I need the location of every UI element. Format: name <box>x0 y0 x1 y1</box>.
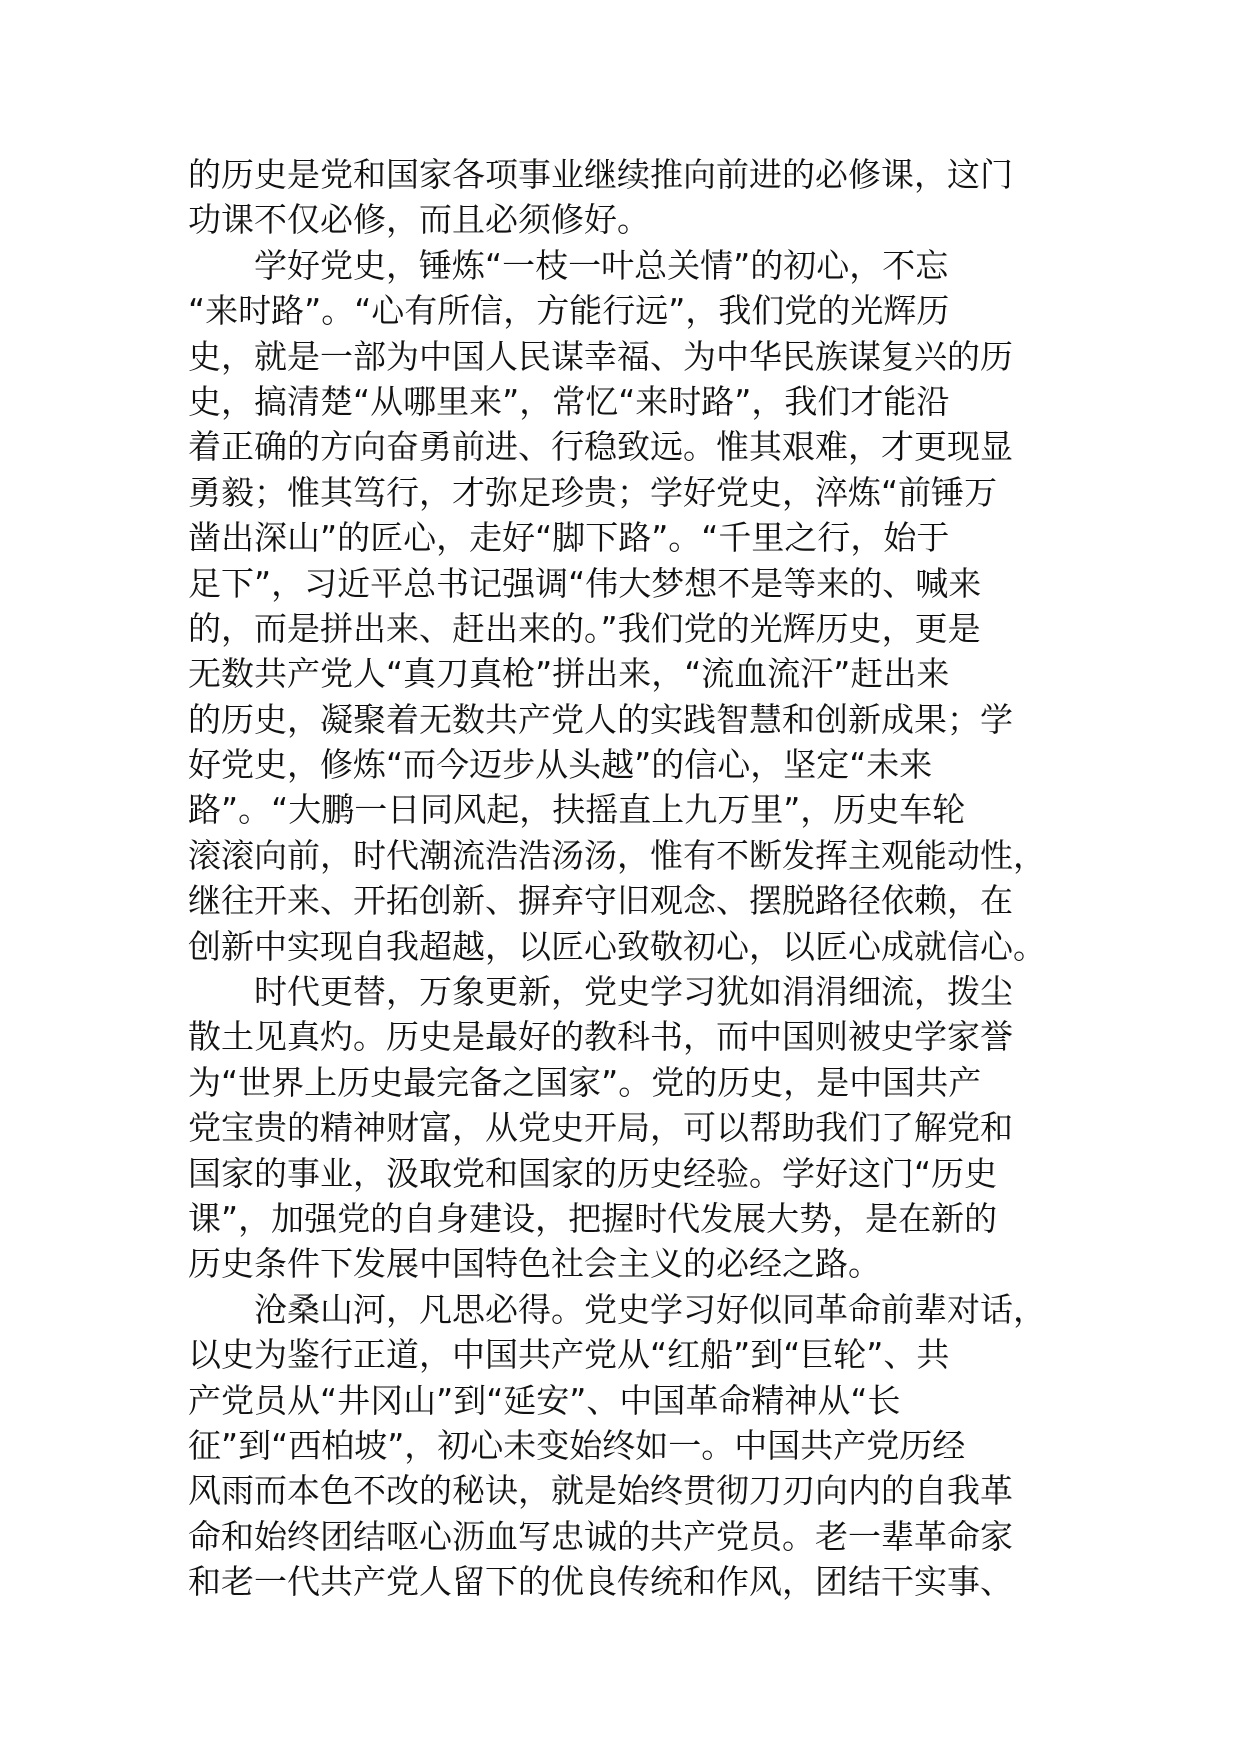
text-line: 历史条件下发展中国特色社会主义的必经之路。 <box>188 1244 881 1284</box>
text-line: 好党史，修炼“而今迈步从头越”的信心，坚定“未来 <box>188 745 933 785</box>
text-line: 着正确的方向奋勇前进、行稳致远。惟其艰难，才更现显 <box>188 427 1013 467</box>
text-line: 创新中实现自我超越，以匠心致敬初心，以匠心成就信心。 <box>188 926 1046 966</box>
text-line: 路”。“大鹏一日同风起，扶摇直上九万里”，历史车轮 <box>188 790 966 830</box>
text-line: 足下”，习近平总书记强调“伟大梦想不是等来的、喊来 <box>188 563 982 603</box>
text-line: 史，搞清楚“从哪里来”，常忆“来时路”，我们才能沿 <box>188 381 950 421</box>
paragraph-first-line: 沧桑山河，凡思必得。党史学习好似同革命前辈对话， <box>254 1289 1046 1329</box>
text-line: 滚滚向前，时代潮流浩浩汤汤，惟有不断发挥主观能动性， <box>188 835 1046 875</box>
text-line: 以史为鉴行正道，中国共产党从“红船”到“巨轮”、共 <box>188 1335 950 1375</box>
text-line: 勇毅；惟其笃行，才弥足珍贵；学好党史，淬炼“前锤万 <box>188 472 998 512</box>
text-line: 功课不仅必修，而且必须修好。 <box>188 200 650 240</box>
text-line: 散土见真灼。历史是最好的教科书，而中国则被史学家誉 <box>188 1017 1013 1057</box>
text-line: 国家的事业，汲取党和国家的历史经验。学好这门“历史 <box>188 1153 998 1193</box>
text-line: 和老一代共产党人留下的优良传统和作风，团结干实事、 <box>188 1562 1013 1602</box>
text-line: 无数共产党人“真刀真枪”拼出来，“流血流汗”赶出来 <box>188 654 950 694</box>
paragraph-first-line: 时代更替，万象更新，党史学习犹如涓涓细流，拨尘 <box>254 972 1013 1012</box>
text-line: 凿出深山”的匠心，走好“脚下路”。“千里之行，始于 <box>188 518 950 558</box>
text-line: 课”，加强党的自身建设，把握时代发展大势，是在新的 <box>188 1198 998 1238</box>
text-line: 的历史是党和国家各项事业继续推向前进的必修课，这门 <box>188 155 1013 194</box>
document-body <box>188 152 1058 1605</box>
text-line: 风雨而本色不改的秘诀，就是始终贯彻刀刃向内的自我革 <box>188 1471 1013 1511</box>
text-line: 命和始终团结呕心沥血写忠诚的共产党员。老一辈革命家 <box>188 1516 1013 1556</box>
text-line: 为“世界上历史最完备之国家”。党的历史，是中国共产 <box>188 1062 982 1102</box>
text-line: 征”到“西柏坡”，初心未变始终如一。中国共产党历经 <box>188 1425 966 1465</box>
text-line: “来时路”。“心有所信，方能行远”，我们党的光辉历 <box>188 291 950 331</box>
text-line: 史，就是一部为中国人民谋幸福、为中华民族谋复兴的历 <box>188 336 1013 376</box>
text-line: 产党员从“井冈山”到“延安”、中国革命精神从“长 <box>188 1380 901 1420</box>
text-line: 的历史，凝聚着无数共产党人的实践智慧和创新成果；学 <box>188 699 1013 739</box>
text-line: 党宝贵的精神财富，从党史开局，可以帮助我们了解党和 <box>188 1108 1013 1148</box>
text-line: 的，而是拼出来、赶出来的。”我们党的光辉历史，更是 <box>188 608 981 648</box>
text-line: 继往开来、开拓创新、摒弃守旧观念、摆脱路径依赖，在 <box>188 881 1013 921</box>
paragraph-first-line: 学好党史，锤炼“一枝一叶总关情”的初心，不忘 <box>254 245 949 285</box>
